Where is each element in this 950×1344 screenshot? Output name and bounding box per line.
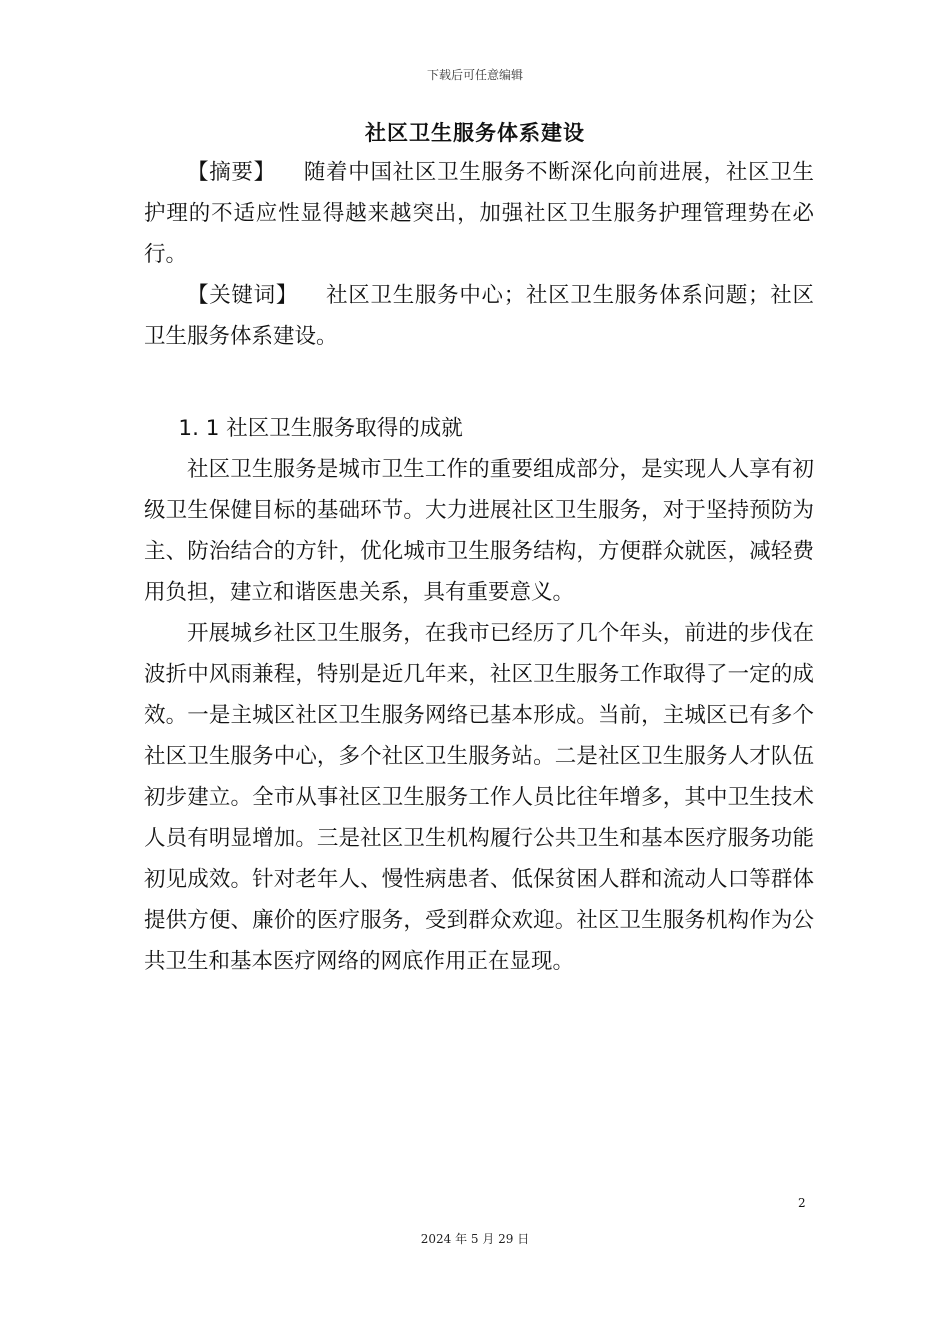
section-heading: 1. 1 社区卫生服务取得的成就 (178, 416, 463, 441)
body-paragraph-1: 社区卫生服务是城市卫生工作的重要组成部分，是实现人人享有初级卫生保健目标的基础环节。大力进展社区卫生服务，对于坚持预防为主、防治结合的方针，优化城市卫生服务结构，方便群众就医，减轻费用负担，建立和谐医患关系，具有重要意义。 (144, 457, 814, 605)
abstract-label: 【摘要】 (187, 160, 276, 185)
keywords-text: 社区卫生服务中心；社区卫生服务体系问题；社区卫生服务体系建设。 (144, 283, 814, 349)
abstract-paragraph (144, 152, 814, 275)
abstract-text: 随着中国社区卫生服务不断深化向前进展，社区卫生护理的不适应性显得越来越突出，加强社区卫生服务护理管理势在必行。 (144, 160, 814, 267)
body-paragraph-2: 开展城乡社区卫生服务，在我市已经历了几个年头，前进的步伐在波折中风雨兼程，特别是近几年来，社区卫生服务工作取得了一定的成效。一是主城区社区卫生服务网络已基本形成。当前，主城区已有多个社区卫生服务中心，多个社区卫生服务站。二是社区卫生服务人才队伍初步建立。全市从事社区卫生服务工作人员比往年增多，其中卫生技术人员有明显增加。三是社区卫生机构履行公共卫生和基本医疗服务功能初见成效。针对老年人、慢性病患者、低保贫困人群和流动人口等群体提供方便、廉价的医疗服务，受到群众欢迎。社区卫生服务机构作为公共卫生和基本医疗网络的网底作用正在显现。 (144, 621, 814, 974)
keywords-paragraph (144, 275, 814, 357)
document-title: 社区卫生服务体系建设 (365, 121, 585, 145)
header-note: 下载后可任意编辑 (426, 68, 523, 82)
blank-line (144, 357, 814, 398)
footer-date: 2024 年 5 月 29 日 (420, 1232, 530, 1246)
page-number: 2 (798, 1196, 806, 1210)
document-body (144, 152, 814, 982)
keywords-label: 【关键词】 (187, 283, 299, 308)
